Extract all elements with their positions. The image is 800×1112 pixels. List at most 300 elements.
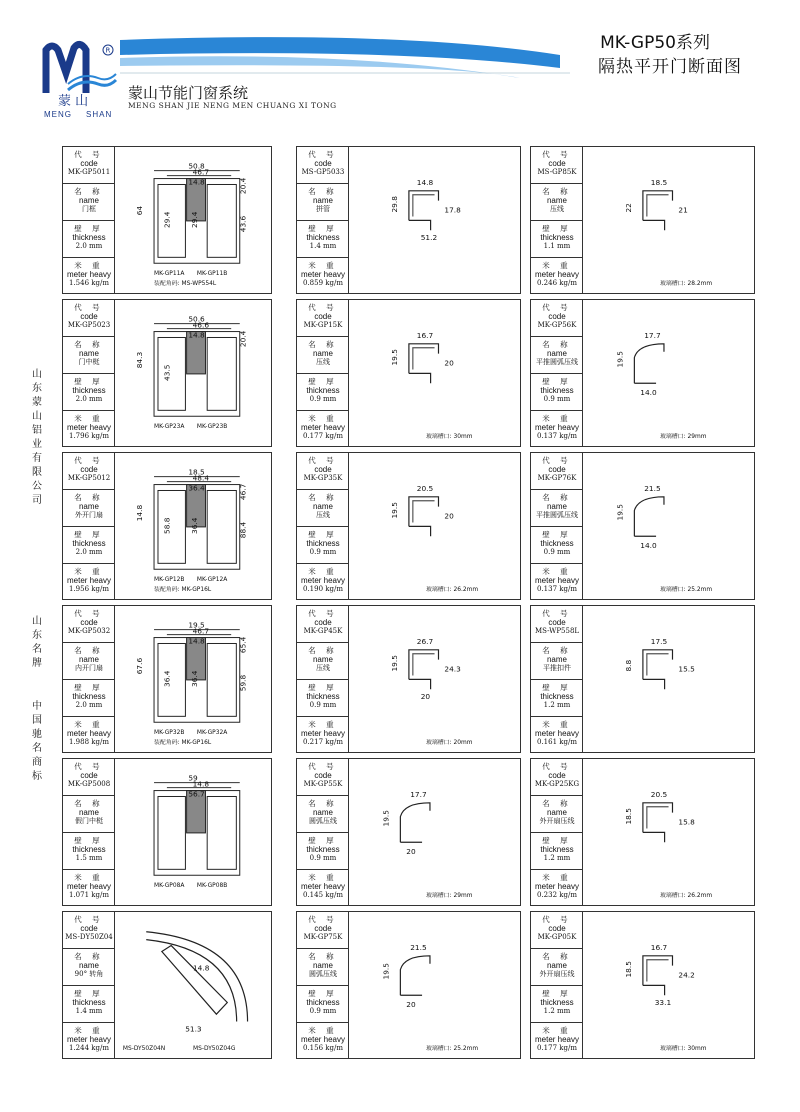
field-label-en: name: [546, 655, 567, 664]
dimension-label: 50.8: [188, 161, 205, 171]
field-label-cn: 名 称: [542, 952, 572, 961]
part-code-label: MK-GP11B: [196, 271, 228, 278]
field-label-en: code: [548, 618, 566, 627]
dimension-label: 16.7: [650, 942, 668, 952]
info-row-code: [63, 759, 115, 796]
field-value-code: MK-GP5012: [67, 474, 111, 482]
profile-drawing-area: [583, 912, 754, 1058]
field-label-cn: 名 称: [74, 646, 104, 655]
field-label-en: thickness: [306, 845, 340, 854]
field-value-weight: 0.217 kg/m: [303, 738, 343, 746]
field-value-weight: 1.796 kg/m: [69, 432, 109, 440]
info-row-weight: [63, 1023, 115, 1060]
field-value-weight: 0.137 kg/m: [537, 432, 577, 440]
glass-groove-note: 玻璃槽口: 29mm: [425, 893, 473, 900]
profile-drawing-area: [349, 759, 520, 905]
profile-card: [62, 299, 272, 447]
field-value-thickness: 0.9 mm: [543, 395, 571, 403]
dimension-label: 19.5: [615, 504, 625, 521]
dimension-label: 20: [406, 847, 416, 857]
info-row-thickness: [531, 527, 583, 564]
info-row-code: [297, 147, 349, 184]
field-label-cn: 米 重: [542, 261, 572, 270]
info-row-thickness: [531, 374, 583, 411]
profile-drawing-area: [349, 453, 520, 599]
profile-drawing-area: [583, 300, 754, 446]
profile-section-drawing: [400, 956, 430, 995]
info-row-name: [63, 184, 115, 221]
field-label-cn: 名 称: [74, 799, 104, 808]
field-value-thickness: 0.9 mm: [309, 701, 337, 709]
info-row-weight: [297, 411, 349, 448]
dimension-label: 15.8: [678, 817, 695, 827]
field-label-en: name: [78, 349, 99, 358]
field-label-cn: 壁 厚: [308, 530, 338, 539]
dimension-label: 19.5: [381, 963, 391, 980]
dimension-label: 24.3: [444, 664, 461, 674]
field-value-weight: 0.232 kg/m: [537, 891, 577, 899]
info-row-name: [63, 337, 115, 374]
part-code-label: MS-DY50Z04N: [122, 1046, 166, 1053]
profile-drawing-area: [583, 606, 754, 752]
field-label-en: name: [546, 961, 567, 970]
part-code-label: MK-GP12B: [154, 577, 185, 584]
profile-card: [296, 605, 521, 753]
profile-drawing-svg: [349, 606, 520, 752]
info-row-weight: [63, 411, 115, 448]
dimension-label: 65.4: [238, 636, 248, 654]
assembly-note: 装配角码: MK-GP16L: [154, 587, 212, 594]
info-row-code: [531, 606, 583, 643]
glass-groove-note: 玻璃槽口: 25.2mm: [659, 587, 713, 594]
info-row-thickness: [63, 221, 115, 258]
field-label-en: meter heavy: [534, 576, 580, 585]
profile-card: [62, 911, 272, 1059]
field-label-en: code: [80, 771, 98, 780]
profile-info-column: [297, 147, 349, 293]
field-value-code: MK-GP76K: [537, 474, 577, 482]
field-label-en: name: [546, 196, 567, 205]
field-value-code: MK-GP75K: [303, 933, 343, 941]
field-label-cn: 米 重: [74, 720, 104, 729]
field-label-en: name: [312, 655, 333, 664]
part-code-label: MK-GP32A: [196, 730, 228, 737]
field-label-cn: 名 称: [74, 493, 104, 502]
field-label-en: thickness: [72, 233, 106, 242]
company-name-en: MENG SHAN JIE NENG MEN CHUANG XI TONG: [128, 101, 337, 110]
info-row-name: [531, 184, 583, 221]
field-value-name: 压线: [550, 205, 564, 213]
field-label-en: thickness: [306, 539, 340, 548]
info-row-thickness: [297, 680, 349, 717]
info-row-weight: [531, 258, 583, 295]
profile-drawing-svg: [349, 300, 520, 446]
profile-info-column: [63, 759, 115, 905]
field-label-en: thickness: [540, 998, 574, 1007]
dimension-label: 14.8: [188, 330, 205, 340]
field-label-cn: 壁 厚: [308, 683, 338, 692]
field-label-cn: 名 称: [308, 493, 338, 502]
field-value-weight: 0.156 kg/m: [303, 1044, 343, 1052]
profile-drawing-area: [115, 453, 271, 599]
info-row-weight: [531, 717, 583, 754]
field-label-cn: 代 号: [74, 762, 104, 771]
field-label-en: meter heavy: [534, 1035, 580, 1044]
company-name-cn: 蒙山节能门窗系统: [128, 84, 249, 102]
field-label-en: thickness: [540, 233, 574, 242]
field-label-en: meter heavy: [300, 729, 346, 738]
profile-drawing-svg: [349, 147, 520, 293]
field-label-en: meter heavy: [300, 1035, 346, 1044]
field-value-thickness: 1.4 mm: [309, 242, 337, 250]
dimension-label: 18.5: [188, 467, 205, 477]
dimension-label: 24.2: [678, 970, 695, 980]
info-row-weight: [531, 1023, 583, 1060]
field-label-cn: 壁 厚: [308, 377, 338, 386]
info-row-weight: [297, 717, 349, 754]
glass-groove-note: 玻璃槽口: 29mm: [659, 434, 707, 441]
dimension-label: 36.4: [189, 670, 199, 687]
profile-card: [530, 758, 755, 906]
field-label-en: name: [78, 502, 99, 511]
profile-card: [530, 605, 755, 753]
profile-info-column: [531, 453, 583, 599]
dimension-label: 18.5: [624, 808, 634, 825]
profile-info-column: [531, 147, 583, 293]
field-value-weight: 0.190 kg/m: [303, 585, 343, 593]
dimension-label: 20: [420, 692, 431, 702]
profile-card: [62, 452, 272, 600]
logo-en-left: MENG: [44, 110, 72, 119]
dimension-label: 36.4: [189, 517, 199, 534]
profile-section-drawing: [643, 650, 673, 689]
field-value-weight: 0.859 kg/m: [303, 279, 343, 287]
info-row-name: [63, 643, 115, 680]
field-label-en: name: [78, 196, 99, 205]
field-label-cn: 壁 厚: [308, 836, 338, 845]
field-label-cn: 代 号: [308, 915, 338, 924]
info-row-thickness: [63, 374, 115, 411]
field-label-en: meter heavy: [534, 729, 580, 738]
glass-groove-note: 玻璃槽口: 30mm: [425, 434, 473, 441]
profile-card: [530, 452, 755, 600]
field-label-en: thickness: [72, 539, 106, 548]
part-code-label: MK-GP08B: [196, 883, 228, 890]
info-row-code: [297, 912, 349, 949]
field-label-cn: 壁 厚: [542, 377, 572, 386]
field-value-thickness: 0.9 mm: [309, 548, 337, 556]
field-label-en: code: [548, 312, 566, 321]
field-label-cn: 代 号: [542, 915, 572, 924]
field-label-en: code: [80, 618, 98, 627]
profile-section-drawing: [643, 956, 673, 995]
profile-section-drawing: [409, 650, 439, 689]
field-label-en: meter heavy: [534, 423, 580, 432]
info-row-name: [63, 796, 115, 833]
field-label-en: meter heavy: [300, 270, 346, 279]
dimension-label: 46.7: [192, 167, 210, 177]
field-value-name: 拼管: [316, 205, 330, 213]
field-label-en: meter heavy: [300, 882, 346, 891]
field-label-cn: 米 重: [308, 567, 338, 576]
field-label-en: meter heavy: [300, 576, 346, 585]
field-label-cn: 壁 厚: [308, 224, 338, 233]
dimension-label: 29.8: [390, 196, 400, 213]
dimension-label: 20.5: [650, 789, 668, 799]
info-row-name: [531, 796, 583, 833]
info-row-name: [63, 949, 115, 986]
profile-section-drawing: [409, 344, 439, 383]
dimension-label: 14.0: [640, 388, 657, 398]
profile-drawing-svg: [583, 453, 754, 599]
field-label-en: code: [80, 312, 98, 321]
logo-en-right: SHAN: [86, 110, 113, 119]
field-label-cn: 代 号: [308, 456, 338, 465]
field-label-cn: 壁 厚: [74, 836, 104, 845]
dimension-label: 14.0: [640, 541, 657, 551]
page-title: 隔热平开门断面图: [598, 57, 742, 77]
field-value-weight: 1.071 kg/m: [69, 891, 109, 899]
field-label-en: name: [546, 808, 567, 817]
info-row-name: [531, 643, 583, 680]
profile-drawing-svg: [115, 300, 271, 446]
info-row-weight: [63, 717, 115, 754]
field-label-en: code: [314, 924, 332, 933]
info-row-name: [297, 949, 349, 986]
field-value-weight: 0.177 kg/m: [303, 432, 343, 440]
info-row-code: [63, 147, 115, 184]
svg-text:R: R: [105, 46, 111, 55]
profile-drawing-svg: [115, 453, 271, 599]
profile-card: [62, 146, 272, 294]
dimension-label: 14.8: [188, 177, 205, 187]
profile-card: [296, 911, 521, 1059]
field-label-en: code: [548, 159, 566, 168]
field-value-name: 压线: [316, 511, 330, 519]
info-row-thickness: [531, 986, 583, 1023]
field-label-cn: 米 重: [308, 720, 338, 729]
profile-card: [530, 299, 755, 447]
dimension-label: 29.4: [189, 211, 199, 228]
field-label-cn: 米 重: [542, 414, 572, 423]
dimension-label: 59.8: [238, 674, 248, 692]
profile-info-column: [531, 759, 583, 905]
profile-info-column: [297, 453, 349, 599]
field-value-name: 压线: [316, 664, 330, 672]
dimension-label: 48.4: [192, 473, 210, 483]
side-brand-text: 山东名牌: [32, 616, 42, 669]
profile-drawing-svg: [583, 759, 754, 905]
profile-info-column: [297, 759, 349, 905]
dimension-label: 18.5: [624, 961, 634, 978]
field-label-cn: 名 称: [308, 340, 338, 349]
info-row-code: [63, 453, 115, 490]
profile-card: [62, 605, 272, 753]
field-value-weight: 0.145 kg/m: [303, 891, 343, 899]
field-label-en: meter heavy: [66, 576, 112, 585]
dimension-label: 29.4: [162, 211, 172, 228]
field-label-cn: 壁 厚: [308, 989, 338, 998]
profile-info-column: [297, 912, 349, 1058]
dimension-label: 18.5: [650, 177, 668, 187]
profile-drawing-svg: [583, 147, 754, 293]
field-value-name: 圆弧压线: [309, 817, 337, 825]
profile-info-column: [531, 300, 583, 446]
field-label-cn: 壁 厚: [542, 530, 572, 539]
dimension-label: 58.8: [162, 517, 172, 534]
info-row-weight: [297, 1023, 349, 1060]
profile-info-column: [297, 300, 349, 446]
field-label-cn: 米 重: [74, 567, 104, 576]
dimension-label: 20: [444, 358, 454, 368]
field-label-cn: 米 重: [542, 873, 572, 882]
dimension-label: 14.8: [135, 504, 145, 522]
dimension-label: 14.8: [416, 177, 434, 187]
field-label-cn: 代 号: [542, 609, 572, 618]
dimension-label: 14.8: [193, 963, 210, 973]
field-label-en: name: [78, 808, 99, 817]
mengshan-logo-icon: [38, 38, 118, 98]
field-label-cn: 米 重: [542, 567, 572, 576]
field-label-en: thickness: [72, 998, 106, 1007]
profile-section-drawing: [400, 803, 430, 842]
field-value-thickness: 2.0 mm: [75, 548, 103, 556]
dimension-label: 20.4: [238, 177, 248, 195]
info-row-code: [63, 300, 115, 337]
profile-drawing-svg: [583, 606, 754, 752]
dimension-label: 19.5: [390, 502, 400, 519]
glass-groove-note: 玻璃槽口: 25.2mm: [425, 1046, 479, 1053]
profile-card: [296, 758, 521, 906]
dimension-label: 21.5: [410, 942, 427, 952]
profile-drawing-area: [349, 912, 520, 1058]
field-label-en: meter heavy: [534, 882, 580, 891]
field-label-cn: 米 重: [74, 873, 104, 882]
field-label-cn: 壁 厚: [74, 530, 104, 539]
info-row-thickness: [297, 374, 349, 411]
profile-card: [296, 146, 521, 294]
field-label-cn: 代 号: [74, 609, 104, 618]
dimension-label: 8.8: [624, 659, 634, 672]
field-label-cn: 壁 厚: [74, 377, 104, 386]
profile-section-drawing: [634, 497, 664, 536]
profile-drawing-area: [583, 147, 754, 293]
field-label-en: thickness: [306, 692, 340, 701]
field-label-en: meter heavy: [66, 1035, 112, 1044]
info-row-thickness: [297, 986, 349, 1023]
field-label-cn: 壁 厚: [74, 224, 104, 233]
field-label-cn: 名 称: [542, 187, 572, 196]
profile-card: [296, 299, 521, 447]
glass-groove-note: 玻璃槽口: 20mm: [425, 740, 473, 747]
field-label-en: meter heavy: [300, 423, 346, 432]
field-label-en: code: [80, 159, 98, 168]
field-value-thickness: 1.2 mm: [543, 854, 571, 862]
field-label-cn: 壁 厚: [542, 836, 572, 845]
info-row-code: [531, 300, 583, 337]
info-row-code: [531, 453, 583, 490]
page-header: [0, 0, 800, 135]
dimension-label: 19.5: [188, 620, 205, 630]
field-label-en: code: [314, 771, 332, 780]
field-label-en: thickness: [72, 692, 106, 701]
info-row-weight: [531, 564, 583, 601]
field-value-thickness: 0.9 mm: [309, 1007, 337, 1015]
field-label-cn: 名 称: [542, 646, 572, 655]
profile-info-column: [63, 147, 115, 293]
profile-section-drawing: [634, 344, 664, 383]
field-value-name: 假门中梃: [75, 817, 103, 825]
profile-drawing-svg: [349, 453, 520, 599]
info-row-code: [531, 759, 583, 796]
part-code-label: MS-DY50Z04G: [193, 1046, 236, 1053]
field-value-thickness: 1.5 mm: [75, 854, 103, 862]
field-label-en: thickness: [306, 998, 340, 1007]
dimension-label: 43.5: [162, 364, 172, 381]
dimension-label: 84.3: [135, 351, 145, 369]
profile-drawing-area: [583, 759, 754, 905]
info-row-name: [297, 643, 349, 680]
info-row-code: [63, 912, 115, 949]
profile-card: [62, 758, 272, 906]
field-value-thickness: 2.0 mm: [75, 242, 103, 250]
field-label-cn: 名 称: [74, 187, 104, 196]
field-label-en: meter heavy: [66, 729, 112, 738]
field-value-weight: 1.988 kg/m: [69, 738, 109, 746]
info-row-thickness: [297, 833, 349, 870]
info-row-weight: [297, 870, 349, 907]
field-value-code: MK-GP5032: [67, 627, 111, 635]
profile-section-drawing: [409, 497, 439, 536]
glass-groove-note: 玻璃槽口: 26.2mm: [659, 893, 713, 900]
profile-info-column: [297, 606, 349, 752]
field-label-en: meter heavy: [66, 882, 112, 891]
side-trademark-text: 中国驰名商标: [32, 701, 42, 782]
info-row-code: [531, 147, 583, 184]
info-row-thickness: [531, 833, 583, 870]
field-label-en: thickness: [540, 845, 574, 854]
field-value-weight: 0.137 kg/m: [537, 585, 577, 593]
field-label-cn: 名 称: [308, 799, 338, 808]
field-value-name: 圆弧压线: [309, 970, 337, 978]
part-code-label: MK-GP23B: [196, 424, 228, 431]
field-label-cn: 代 号: [542, 150, 572, 159]
dimension-label: 19.5: [390, 349, 400, 366]
field-value-name: 内开门扇: [75, 664, 103, 672]
profile-drawing-area: [115, 147, 271, 293]
profile-section-drawing: [643, 191, 673, 230]
field-value-name: 外开扇压线: [539, 970, 575, 978]
dimension-label: 20.5: [416, 483, 434, 493]
info-row-weight: [297, 258, 349, 295]
profile-drawing-area: [349, 606, 520, 752]
dimension-label: 67.6: [135, 657, 145, 675]
dimension-label: 16.7: [416, 330, 434, 340]
field-label-cn: 米 重: [308, 261, 338, 270]
field-label-cn: 代 号: [542, 303, 572, 312]
field-label-en: name: [312, 196, 333, 205]
field-label-en: code: [80, 465, 98, 474]
field-value-name: 门框: [82, 205, 96, 213]
dimension-label: 19.5: [390, 655, 400, 672]
profile-info-column: [531, 606, 583, 752]
field-label-en: thickness: [306, 386, 340, 395]
profile-drawing-svg: [583, 912, 754, 1058]
field-value-weight: 0.246 kg/m: [537, 279, 577, 287]
info-row-weight: [531, 870, 583, 907]
field-label-cn: 代 号: [308, 303, 338, 312]
field-label-cn: 米 重: [542, 720, 572, 729]
